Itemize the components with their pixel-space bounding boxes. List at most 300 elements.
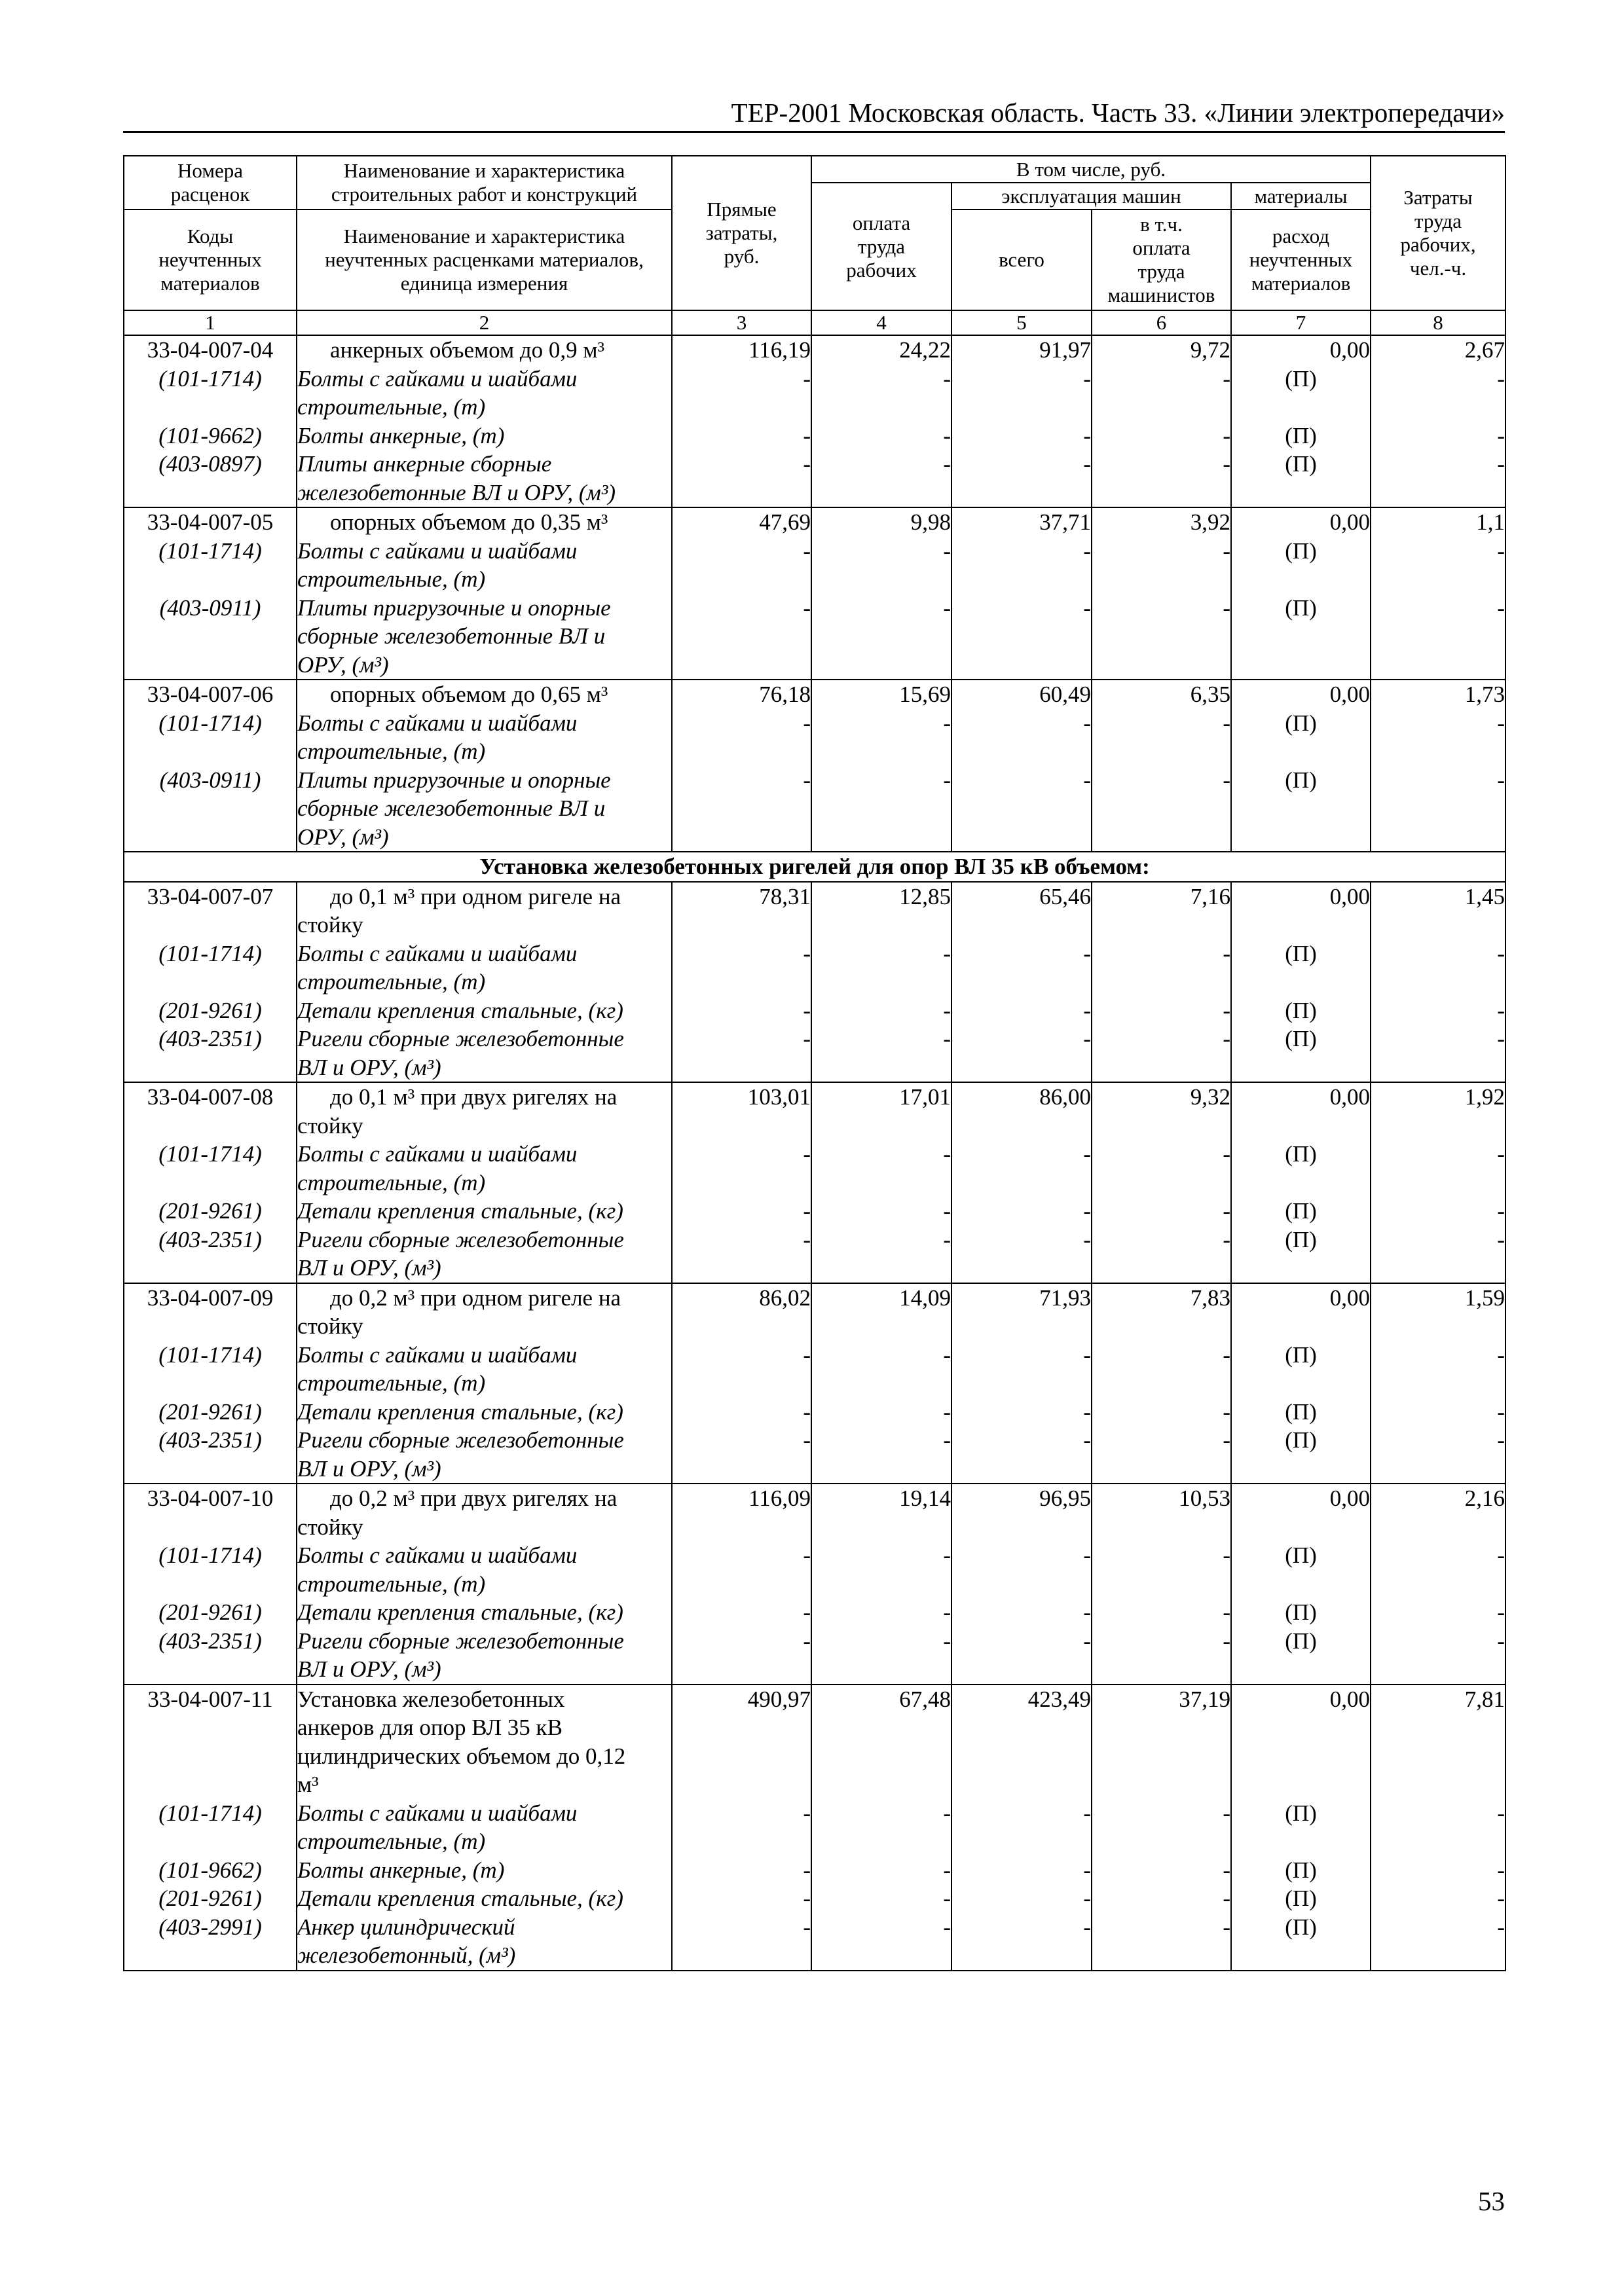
material-operator-pay-value: - <box>1223 594 1230 621</box>
material-direct-costs-value: - <box>803 1628 811 1654</box>
labor-hours-cell <box>1371 1283 1505 1484</box>
spacer <box>673 1742 811 1771</box>
spacer <box>952 1655 1091 1684</box>
material-material-consumption-value: (П) <box>1285 1857 1317 1883</box>
page-number: 53 <box>1478 2186 1505 2216</box>
worker-pay-value: 12,85 <box>899 883 951 909</box>
material-direct-costs-value: - <box>803 1398 811 1425</box>
material-name: ОРУ, (м³) <box>297 651 389 678</box>
machines-total-cell <box>951 1685 1092 1971</box>
direct-costs-cell <box>672 335 811 507</box>
material-machines-total-value: - <box>1083 1341 1091 1368</box>
spacer <box>812 1112 951 1140</box>
worker-pay-cell <box>811 1082 951 1283</box>
operator-pay-cell <box>1092 680 1231 852</box>
material-worker-pay-value: - <box>943 422 951 448</box>
spacer <box>1232 737 1370 766</box>
labor-hours-value: 2,67 <box>1464 337 1505 363</box>
spacer <box>812 1455 951 1484</box>
direct-costs-value: 47,69 <box>759 509 811 535</box>
material-labor-hours-value: - <box>1497 365 1505 392</box>
material-code: (403-0897) <box>158 451 262 477</box>
spacer <box>952 1254 1091 1283</box>
spacer <box>1232 1053 1370 1082</box>
material-code: (403-2351) <box>158 1427 262 1453</box>
material-machines-total-value: - <box>1083 1398 1091 1425</box>
spacer <box>124 393 296 422</box>
material-code: (101-1714) <box>158 710 262 736</box>
spacer <box>1232 1655 1370 1684</box>
spacer <box>812 911 951 939</box>
spacer <box>124 479 296 507</box>
spacer <box>1092 1112 1230 1140</box>
material-name: Детали крепления стальные, (кг) <box>297 1599 623 1625</box>
direct-costs-value: 116,09 <box>748 1485 811 1511</box>
material-labor-hours-value: - <box>1497 997 1505 1023</box>
material-direct-costs-value: - <box>803 1800 811 1826</box>
material-worker-pay-value: - <box>943 451 951 477</box>
material-labor-hours-value: - <box>1497 1141 1505 1167</box>
spacer <box>124 1570 296 1599</box>
labor-hours-value: 2,16 <box>1464 1485 1505 1511</box>
worker-pay-value: 15,69 <box>899 682 951 707</box>
material-name: строительные, (т) <box>297 566 486 592</box>
spacer <box>1092 1941 1230 1970</box>
material-name: Болты анкерные, (т) <box>297 1857 505 1883</box>
work-name: опорных объемом до 0,65 м³ <box>330 682 608 707</box>
machines-total-cell <box>951 882 1092 1083</box>
material-machines-total-value: - <box>1083 1226 1091 1252</box>
spacer <box>952 1570 1091 1599</box>
spacer <box>812 1655 951 1684</box>
work-name-cell <box>297 1685 672 1971</box>
machines-total-cell <box>951 335 1092 507</box>
material-direct-costs-value: - <box>803 1341 811 1368</box>
material-code: (101-1714) <box>158 940 262 966</box>
spacer <box>1232 968 1370 996</box>
material-material-consumption-value: (П) <box>1285 997 1317 1023</box>
worker-pay-value: 9,98 <box>910 509 951 535</box>
material-name: Болты с гайками и шайбами <box>297 365 578 392</box>
rate-code-cell <box>124 335 297 507</box>
rate-code: 33-04-007-05 <box>147 509 274 535</box>
spacer <box>1232 1254 1370 1283</box>
material-name: строительные, (т) <box>297 1370 486 1396</box>
spacer <box>673 393 811 422</box>
material-code: (403-2991) <box>158 1914 262 1940</box>
material-operator-pay-value: - <box>1223 1198 1230 1224</box>
spacer <box>1371 1053 1505 1082</box>
material-worker-pay-value: - <box>943 1226 951 1252</box>
material-name: Анкер цилиндрический <box>297 1914 515 1940</box>
material-code: (101-1714) <box>158 365 262 392</box>
column-number: 3 <box>672 310 811 335</box>
material-material-consumption-value: (П) <box>1285 1800 1317 1826</box>
spacer <box>812 1770 951 1799</box>
material-consumption-cell <box>1231 1082 1371 1283</box>
material-code: (403-0911) <box>159 594 261 621</box>
labor-hours-cell <box>1371 680 1505 852</box>
material-name: Болты с гайками и шайбами <box>297 1341 578 1368</box>
material-code: (101-1714) <box>158 1800 262 1826</box>
spacer <box>1232 479 1370 507</box>
material-name: Детали крепления стальные, (кг) <box>297 1398 623 1425</box>
spacer <box>1092 911 1230 939</box>
material-machines-total-value: - <box>1083 1542 1091 1568</box>
spacer <box>812 1369 951 1398</box>
work-name: стойку <box>297 1514 363 1540</box>
direct-costs-cell <box>672 680 811 852</box>
material-direct-costs-value: - <box>803 940 811 966</box>
work-name: до 0,2 м³ при двух ригелях на <box>330 1485 618 1511</box>
spacer <box>1092 1827 1230 1856</box>
spacer <box>1232 1570 1370 1599</box>
spacer <box>673 1570 811 1599</box>
material-machines-total-value: - <box>1083 1857 1091 1883</box>
column-number: 5 <box>951 310 1092 335</box>
spacer <box>1092 1254 1230 1283</box>
material-consumption-value: 0,00 <box>1329 1084 1371 1110</box>
spacer <box>1371 1312 1505 1341</box>
spacer <box>124 1513 296 1542</box>
material-name: сборные железобетонные ВЛ и <box>297 623 606 649</box>
material-material-consumption-value: (П) <box>1285 1914 1317 1940</box>
spacer <box>812 968 951 996</box>
table-body <box>124 335 1505 1971</box>
rate-code-cell <box>124 1685 297 1971</box>
machines-total-value: 60,49 <box>1039 682 1091 707</box>
spacer <box>124 1827 296 1856</box>
material-operator-pay-value: - <box>1223 1886 1230 1911</box>
spacer <box>812 1827 951 1856</box>
spacer <box>1092 479 1230 507</box>
material-operator-pay-value: - <box>1223 1857 1230 1883</box>
header-rule <box>123 131 1505 133</box>
material-labor-hours-value: - <box>1497 1341 1505 1368</box>
spacer <box>673 479 811 507</box>
material-name: Болты с гайками и шайбами <box>297 538 578 564</box>
spacer <box>1371 1827 1505 1856</box>
spacer <box>952 1312 1091 1341</box>
spacer <box>1371 911 1505 939</box>
spacer <box>952 794 1091 823</box>
material-material-consumption-value: (П) <box>1285 1341 1317 1368</box>
rate-code-cell <box>124 1082 297 1283</box>
work-name-cell <box>297 680 672 852</box>
material-name: ВЛ и ОРУ, (м³) <box>297 1656 441 1682</box>
material-name: ВЛ и ОРУ, (м³) <box>297 1255 441 1281</box>
column-number: 6 <box>1092 310 1231 335</box>
spacer <box>1371 1112 1505 1140</box>
spacer <box>812 1312 951 1341</box>
material-name: строительные, (т) <box>297 1829 486 1854</box>
material-material-consumption-value: (П) <box>1285 710 1317 736</box>
material-worker-pay-value: - <box>943 997 951 1023</box>
header-operator-pay: в т.ч. оплата труда машинистов <box>1092 210 1231 310</box>
material-material-consumption-value: (П) <box>1285 940 1317 966</box>
material-material-consumption-value: (П) <box>1285 1141 1317 1167</box>
spacer <box>1092 565 1230 594</box>
spacer <box>952 968 1091 996</box>
material-name: ВЛ и ОРУ, (м³) <box>297 1054 441 1080</box>
header-materials: материалы <box>1231 183 1371 210</box>
material-code: (101-9662) <box>158 422 262 448</box>
spacer <box>1371 1941 1505 1970</box>
direct-costs-value: 103,01 <box>747 1084 811 1110</box>
material-machines-total-value: - <box>1083 422 1091 448</box>
spacer <box>1232 1941 1370 1970</box>
material-direct-costs-value: - <box>803 1026 811 1051</box>
worker-pay-cell <box>811 1484 951 1685</box>
worker-pay-value: 19,14 <box>899 1485 951 1511</box>
material-labor-hours-value: - <box>1497 1226 1505 1252</box>
spacer <box>124 1369 296 1398</box>
spacer <box>952 1112 1091 1140</box>
spacer <box>952 911 1091 939</box>
spacer <box>124 1455 296 1484</box>
machines-total-cell <box>951 1283 1092 1484</box>
spacer <box>673 1713 811 1742</box>
spacer <box>673 1513 811 1542</box>
material-name: Болты анкерные, (т) <box>297 422 505 448</box>
material-worker-pay-value: - <box>943 940 951 966</box>
material-name: железобетонный, (м³) <box>297 1942 516 1968</box>
header-material-codes: Коды неучтенных материалов <box>124 210 297 310</box>
material-direct-costs-value: - <box>803 1198 811 1224</box>
material-name: Ригели сборные железобетонные <box>297 1026 624 1051</box>
material-name: Детали крепления стальные, (кг) <box>297 997 623 1023</box>
header-rate-numbers: Номера расценок <box>124 156 297 210</box>
material-material-consumption-value: (П) <box>1285 365 1317 392</box>
material-material-consumption-value: (П) <box>1285 451 1317 477</box>
header-machines: эксплуатация машин <box>951 183 1231 210</box>
spacer <box>952 651 1091 680</box>
spacer <box>1092 1455 1230 1484</box>
material-machines-total-value: - <box>1083 1026 1091 1051</box>
machines-total-value: 91,97 <box>1039 337 1091 363</box>
material-labor-hours-value: - <box>1497 1398 1505 1425</box>
work-name: стойку <box>297 912 363 938</box>
column-number: 8 <box>1371 310 1505 335</box>
material-worker-pay-value: - <box>943 1914 951 1940</box>
direct-costs-cell <box>672 507 811 680</box>
material-worker-pay-value: - <box>943 1628 951 1654</box>
material-name: Ригели сборные железобетонные <box>297 1628 624 1654</box>
machines-total-cell <box>951 680 1092 852</box>
work-name: до 0,1 м³ при двух ригелях на <box>330 1084 618 1110</box>
column-number: 4 <box>811 310 951 335</box>
rate-row <box>124 680 1505 852</box>
spacer <box>124 737 296 766</box>
spacer <box>1092 823 1230 852</box>
material-machines-total-value: - <box>1083 1427 1091 1453</box>
material-worker-pay-value: - <box>943 1857 951 1883</box>
spacer <box>952 1742 1091 1771</box>
spacer <box>1232 1713 1370 1742</box>
work-name-cell <box>297 507 672 680</box>
spacer <box>812 1742 951 1771</box>
work-name-cell <box>297 1283 672 1484</box>
material-operator-pay-value: - <box>1223 997 1230 1023</box>
spacer <box>1232 622 1370 651</box>
spacer <box>812 1513 951 1542</box>
material-material-consumption-value: (П) <box>1285 1026 1317 1051</box>
material-name: Детали крепления стальные, (кг) <box>297 1198 623 1224</box>
header-material-consumption: расход неучтенных материалов <box>1231 210 1371 310</box>
spacer <box>673 911 811 939</box>
rate-code: 33-04-007-08 <box>147 1084 274 1110</box>
header-including: В том числе, руб. <box>811 156 1371 183</box>
spacer <box>1232 1770 1370 1799</box>
spacer <box>673 1112 811 1140</box>
spacer <box>952 1827 1091 1856</box>
spacer <box>124 911 296 939</box>
spacer <box>124 565 296 594</box>
material-consumption-cell <box>1231 680 1371 852</box>
material-labor-hours-value: - <box>1497 940 1505 966</box>
spacer <box>1371 823 1505 852</box>
work-name: Установка железобетонных <box>297 1686 565 1712</box>
rate-row <box>124 1283 1505 1484</box>
spacer <box>1232 1369 1370 1398</box>
spacer <box>1092 1570 1230 1599</box>
spacer <box>1092 1369 1230 1398</box>
column-number: 7 <box>1231 310 1371 335</box>
machines-total-value: 71,93 <box>1039 1285 1091 1311</box>
column-number: 1 <box>124 310 297 335</box>
material-direct-costs-value: - <box>803 365 811 392</box>
rate-row <box>124 1484 1505 1685</box>
material-worker-pay-value: - <box>943 594 951 621</box>
spacer <box>952 1941 1091 1970</box>
material-name: ВЛ и ОРУ, (м³) <box>297 1455 441 1482</box>
direct-costs-cell <box>672 1484 811 1685</box>
material-name: строительные, (т) <box>297 394 486 420</box>
material-worker-pay-value: - <box>943 538 951 564</box>
work-name: анкерных объемом до 0,9 м³ <box>330 337 605 363</box>
material-code: (101-1714) <box>158 1141 262 1167</box>
material-consumption-value: 0,00 <box>1329 682 1371 707</box>
material-machines-total-value: - <box>1083 997 1091 1023</box>
operator-pay-cell <box>1092 1685 1231 1971</box>
material-name: Ригели сборные железобетонные <box>297 1226 624 1252</box>
work-name-cell <box>297 335 672 507</box>
material-worker-pay-value: - <box>943 1341 951 1368</box>
column-number: 2 <box>297 310 672 335</box>
rate-code: 33-04-007-11 <box>147 1686 273 1712</box>
spacer <box>1092 1655 1230 1684</box>
material-labor-hours-value: - <box>1497 594 1505 621</box>
labor-hours-cell <box>1371 1484 1505 1685</box>
spacer <box>952 393 1091 422</box>
labor-hours-cell <box>1371 1082 1505 1283</box>
machines-total-value: 37,71 <box>1039 509 1091 535</box>
material-worker-pay-value: - <box>943 1800 951 1826</box>
spacer <box>1232 651 1370 680</box>
spacer <box>1371 622 1505 651</box>
material-worker-pay-value: - <box>943 1886 951 1911</box>
rate-row <box>124 507 1505 680</box>
operator-pay-cell <box>1092 335 1231 507</box>
material-direct-costs-value: - <box>803 422 811 448</box>
spacer <box>1092 968 1230 996</box>
header-machines-total: всего <box>951 210 1092 310</box>
material-material-consumption-value: (П) <box>1285 422 1317 448</box>
material-labor-hours-value: - <box>1497 538 1505 564</box>
material-consumption-cell <box>1231 882 1371 1083</box>
work-name: до 0,1 м³ при одном ригеле на <box>330 883 621 909</box>
spacer <box>1092 393 1230 422</box>
material-operator-pay-value: - <box>1223 422 1230 448</box>
spacer <box>1092 737 1230 766</box>
rate-code-cell <box>124 882 297 1083</box>
worker-pay-cell <box>811 1283 951 1484</box>
labor-hours-cell <box>1371 1685 1505 1971</box>
labor-hours-cell <box>1371 335 1505 507</box>
operator-pay-value: 6,35 <box>1190 682 1230 707</box>
work-name: стойку <box>297 1313 363 1339</box>
material-machines-total-value: - <box>1083 1141 1091 1167</box>
spacer <box>1092 1312 1230 1341</box>
spacer <box>673 823 811 852</box>
material-machines-total-value: - <box>1083 1198 1091 1224</box>
spacer <box>1232 1312 1370 1341</box>
labor-hours-cell <box>1371 882 1505 1083</box>
spacer <box>1092 651 1230 680</box>
material-name: Болты с гайками и шайбами <box>297 1141 578 1167</box>
material-direct-costs-value: - <box>803 451 811 477</box>
spacer <box>1371 1713 1505 1742</box>
material-material-consumption-value: (П) <box>1285 1886 1317 1911</box>
material-machines-total-value: - <box>1083 940 1091 966</box>
material-operator-pay-value: - <box>1223 1341 1230 1368</box>
material-consumption-cell <box>1231 1283 1371 1484</box>
spacer <box>1232 1513 1370 1542</box>
spacer <box>812 737 951 766</box>
header-material-name: Наименование и характеристика неучтенных расценками материалов, единица измерения <box>297 210 672 310</box>
spacer <box>1232 1742 1370 1771</box>
material-code: (101-1714) <box>158 1341 262 1368</box>
rate-row <box>124 1685 1505 1971</box>
material-operator-pay-value: - <box>1223 1542 1230 1568</box>
material-labor-hours-value: - <box>1497 767 1505 793</box>
material-material-consumption-value: (П) <box>1285 1226 1317 1252</box>
spacer <box>812 1713 951 1742</box>
material-labor-hours-value: - <box>1497 1198 1505 1224</box>
material-code: (201-9261) <box>158 1599 262 1625</box>
spacer <box>812 565 951 594</box>
material-labor-hours-value: - <box>1497 1886 1505 1911</box>
spacer <box>124 1941 296 1970</box>
labor-hours-value: 1,1 <box>1476 509 1505 535</box>
spacer <box>1371 1655 1505 1684</box>
direct-costs-value: 78,31 <box>759 883 811 909</box>
material-name: строительные, (т) <box>297 1169 486 1195</box>
material-machines-total-value: - <box>1083 1599 1091 1625</box>
operator-pay-cell <box>1092 507 1231 680</box>
material-operator-pay-value: - <box>1223 767 1230 793</box>
labor-hours-cell <box>1371 507 1505 680</box>
material-direct-costs-value: - <box>803 1141 811 1167</box>
spacer <box>1092 1742 1230 1771</box>
material-name: Плиты пригрузочные и опорные <box>297 594 611 621</box>
material-operator-pay-value: - <box>1223 451 1230 477</box>
spacer <box>124 1713 296 1742</box>
material-labor-hours-value: - <box>1497 1026 1505 1051</box>
material-labor-hours-value: - <box>1497 1427 1505 1453</box>
material-operator-pay-value: - <box>1223 940 1230 966</box>
spacer <box>1371 565 1505 594</box>
